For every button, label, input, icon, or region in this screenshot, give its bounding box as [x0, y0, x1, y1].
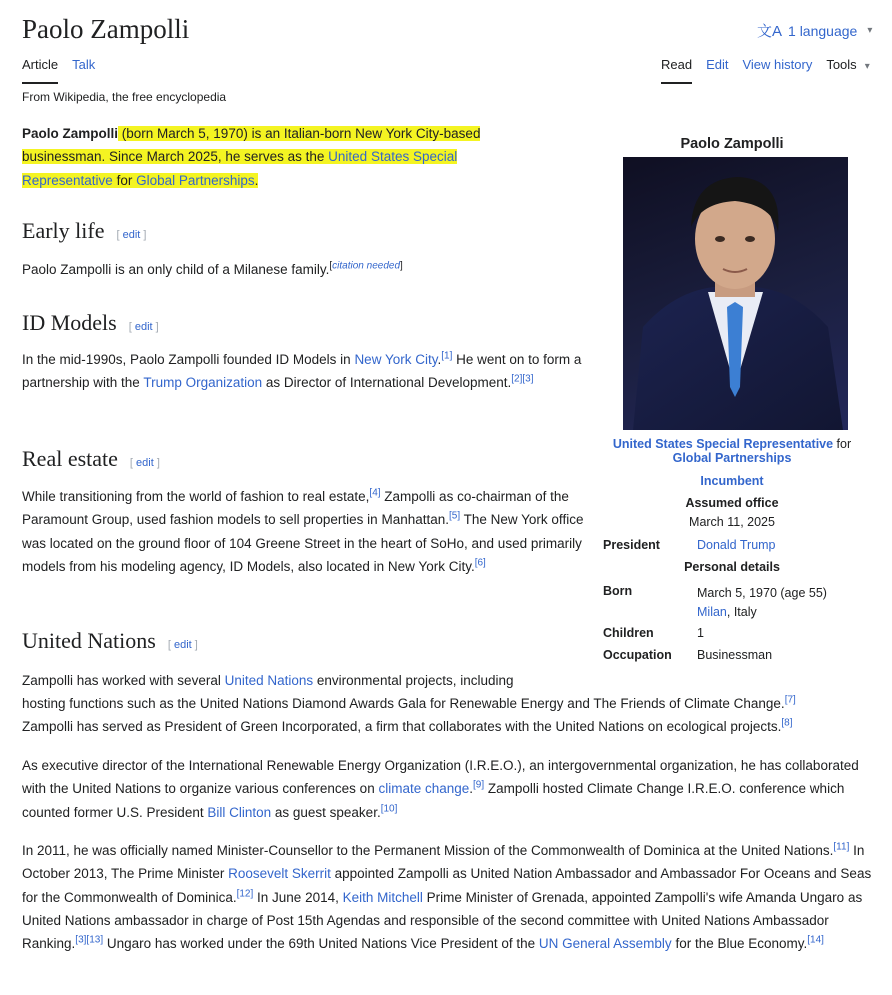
- paragraph-text: Zampolli has worked with several: [22, 673, 225, 688]
- ref-7[interactable]: [7]: [784, 694, 796, 706]
- paragraph-text: Prime Minister of Grenada, appointed Zampolli's wife Amanda Ungaro as United Nations ambassador in charge of Post 15th Agendas and responsible of the second committee with United Nations Ambassador Ranking.: [22, 889, 863, 952]
- link-roosevelt-skerrit[interactable]: Roosevelt Skerrit: [228, 866, 331, 882]
- office-row: [598, 437, 866, 465]
- born-row: [598, 584, 866, 624]
- ref-8[interactable]: [8]: [781, 717, 793, 729]
- ref-6[interactable]: [6]: [474, 557, 486, 569]
- lead-text: (born March 5, 1970) is an Italian-born New York City-based businessman. Since March 2025, he serves as the: [22, 126, 481, 165]
- paragraph-text: Ungaro has worked under the 69th United Nations Vice President of the: [103, 936, 539, 952]
- tab-read[interactable]: Read: [661, 57, 692, 84]
- assumed-office-date: March 11, 2025: [689, 515, 775, 529]
- president-label: President: [603, 538, 660, 552]
- children-value: 1: [697, 626, 704, 640]
- portrait-photo: [623, 157, 848, 430]
- heading-real-estate: Real estate [ edit ]: [22, 446, 160, 471]
- lead-paragraph: [22, 122, 512, 192]
- chevron-down-icon: ▾: [864, 61, 870, 72]
- link-climate-change[interactable]: climate change: [378, 781, 470, 797]
- early-life-paragraph: Paolo Zampolli is an only child of a Milanese family.[citation needed]: [22, 260, 403, 277]
- ref-11[interactable]: [11]: [833, 841, 850, 853]
- link-global-partnerships[interactable]: Global Partnerships: [136, 172, 255, 188]
- paragraph-text: Paolo Zampolli is an only child of a Milanese family.: [22, 262, 330, 277]
- link-united-nations[interactable]: United Nations: [224, 673, 314, 688]
- heading-united-nations: United Nations [ edit ]: [22, 628, 198, 653]
- infobox-title: Paolo Zampolli: [680, 136, 784, 152]
- id-models-paragraph: In the mid-1990s, Paolo Zampolli founded ID Models in New York City.[1] He went on to form a partnership with the Trump Organization as Director of International Development.[2][3]: [22, 350, 582, 391]
- infobox: [598, 130, 866, 670]
- paragraph-text: In 2011, he was officially named Minister-Counsellor to the Permanent Mission of the Commonwealth of Dominica at the United Nations.: [22, 843, 834, 858]
- language-button[interactable]: [757, 20, 872, 41]
- real-estate-paragraph: [22, 485, 588, 578]
- occupation-row: [598, 648, 866, 668]
- un-paragraph-1c: [22, 715, 882, 738]
- chevron-down-icon: ▾: [867, 25, 873, 36]
- paragraph-text: environmental projects, including: [313, 673, 514, 688]
- born-value: [697, 584, 827, 622]
- link-trump-organization[interactable]: Trump Organization: [143, 375, 263, 391]
- occupation-label: Occupation: [603, 648, 672, 662]
- translate-icon: 文A: [757, 23, 783, 40]
- ref-10[interactable]: [10]: [380, 803, 398, 815]
- heading-text: Real estate: [22, 446, 118, 471]
- paragraph-text: Zampolli hosted Climate Change I.R.E.O. conference which counted former U.S. President: [22, 781, 845, 820]
- paragraph-text: While transitioning from the world of fashion to real estate,: [22, 489, 370, 504]
- children-label: Children: [603, 626, 654, 640]
- portrait-image: [623, 157, 848, 430]
- tab-view-history[interactable]: View history: [742, 57, 813, 72]
- link-milan[interactable]: Milan: [697, 605, 727, 619]
- heading-text: United Nations: [22, 628, 156, 653]
- namespace-tabs: [22, 57, 95, 84]
- un-paragraph-1b: [22, 692, 882, 715]
- paragraph-text: The New York office was located on the ground floor of 104 Greene Street in the heart of SoHo, and used primarily models from his modeling agency, ID Models, also located in New York City.: [22, 512, 584, 574]
- paragraph-text: In June 2014,: [253, 889, 343, 905]
- ref-4[interactable]: [4]: [369, 487, 381, 499]
- lead-text-end: .: [254, 172, 259, 188]
- un-paragraph-1a: [22, 669, 582, 692]
- edit-link[interactable]: edit: [136, 457, 154, 469]
- link-office-2[interactable]: Global Partnerships: [672, 451, 792, 465]
- citation-needed-link[interactable]: citation needed: [332, 260, 401, 272]
- heading-text: ID Models: [22, 310, 117, 335]
- ref-1[interactable]: [1]: [441, 350, 453, 362]
- ref-2-3[interactable]: [2][3]: [511, 373, 534, 385]
- paragraph-text: hosting functions such as the United Nations Diamond Awards Gala for Renewable Energy and The Friends of Climate Change.: [22, 696, 785, 711]
- tab-article[interactable]: Article: [22, 57, 58, 84]
- ref-3-13[interactable]: [3][13]: [75, 934, 104, 946]
- un-paragraph-2: As executive director of the International Renewable Energy Organization (I.R.E.O.), an intergovernmental organization, he has collaborated with the United Nations to organize various conferences on climate change.[9] Zampolli hosted Climate Change I.R.E.O. conference which counted former U.S. President Bill Clinton as guest speaker.[10]: [22, 758, 859, 820]
- heading-early-life: Early life [ edit ]: [22, 218, 147, 243]
- subject-name: Paolo Zampolli: [22, 126, 119, 141]
- ref-5[interactable]: [5]: [449, 510, 461, 522]
- ref-14[interactable]: [14]: [807, 934, 824, 946]
- link-special-representative[interactable]: United States Special Representative: [22, 149, 458, 188]
- view-tabs: [661, 57, 870, 84]
- tab-edit[interactable]: Edit: [706, 57, 729, 72]
- paragraph-text: Zampolli has served as President of Green Incorporated, a firm that collaborates with the United Nations on ecological projects.: [22, 719, 782, 734]
- link-bill-clinton[interactable]: Bill Clinton: [207, 804, 272, 820]
- tools-menu[interactable]: [826, 57, 869, 84]
- assumed-office-label: Assumed office: [685, 496, 779, 510]
- born-label: Born: [603, 584, 633, 598]
- born-country: , Italy: [726, 605, 757, 619]
- president-row: [598, 538, 866, 558]
- office-for: for: [833, 437, 852, 451]
- paragraph-text: appointed Zampolli as United Nation Ambassador and Ambassador For Oceans and Seas for the Commonwealth of Dominica.: [22, 866, 872, 905]
- link-un-general-assembly[interactable]: UN General Assembly: [538, 936, 672, 952]
- paragraph-text: In October 2013, The Prime Minister: [22, 843, 865, 882]
- paragraph-text: as Director of International Development.: [262, 375, 512, 391]
- tab-talk[interactable]: Talk: [72, 57, 96, 72]
- occupation-value: Businessman: [697, 648, 773, 662]
- paragraph-text: as guest speaker.: [271, 804, 381, 820]
- ref-9[interactable]: [9]: [473, 779, 485, 791]
- paragraph-text: In the mid-1990s, Paolo Zampolli founded ID Models in: [22, 352, 355, 367]
- born-date: March 5, 1970 (age 55): [697, 586, 827, 600]
- paragraph-text: He went on to form a partnership with the: [22, 352, 582, 391]
- ref-12[interactable]: [12]: [236, 888, 254, 900]
- children-row: [598, 626, 866, 646]
- link-donald-trump[interactable]: Donald Trump: [697, 538, 776, 552]
- lead-text-for: for: [112, 172, 137, 188]
- incumbent-label[interactable]: Incumbent: [700, 474, 764, 488]
- paragraph-text: Zampolli as co-chairman of the Paramount Group, used fashion models to sell properties in Manhattan.: [22, 489, 569, 528]
- edit-link[interactable]: edit: [122, 229, 141, 241]
- edit-link[interactable]: edit: [173, 639, 192, 651]
- paragraph-text: As executive director of the International Renewable Energy Organization (I.R.E.O.), an intergovernmental organization, he has collaborated with the United Nations to organize various conferences on: [22, 758, 859, 797]
- heading-id-models: ID Models [ edit ]: [22, 310, 159, 335]
- un-paragraph-3: [22, 839, 880, 955]
- language-label: 1 language: [788, 22, 858, 39]
- tagline: From Wikipedia, the free encyclopedia: [22, 90, 227, 104]
- heading-text: Early life: [22, 218, 105, 243]
- edit-link[interactable]: edit: [134, 321, 153, 333]
- link-new-york-city[interactable]: New York City: [354, 352, 438, 367]
- link-keith-mitchell[interactable]: Keith Mitchell: [342, 889, 423, 905]
- page-title: Paolo Zampolli: [22, 14, 190, 44]
- link-office[interactable]: United States Special Representative: [612, 437, 834, 451]
- paragraph-text: for the Blue Economy.: [671, 936, 808, 952]
- personal-details-header: Personal details: [684, 560, 780, 574]
- tools-label: Tools: [826, 57, 857, 72]
